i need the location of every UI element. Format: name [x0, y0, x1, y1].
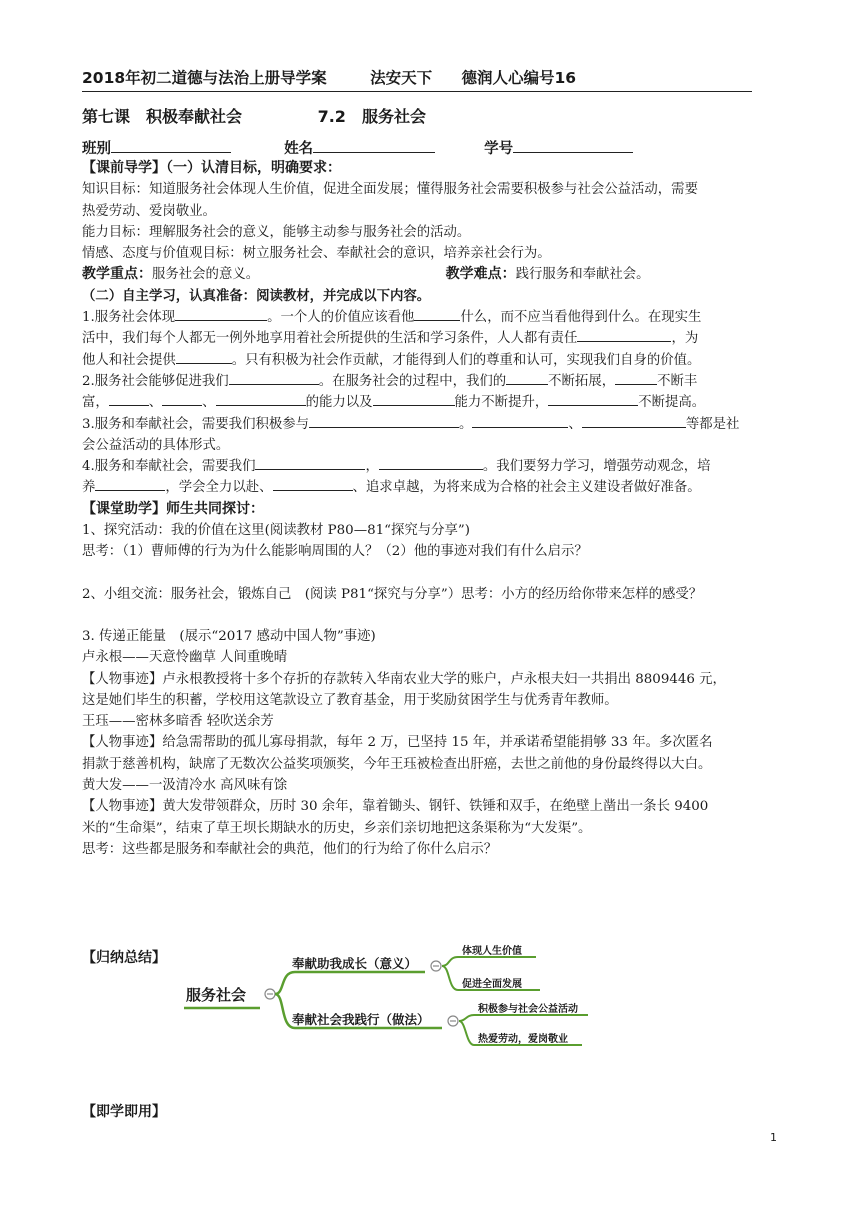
person-1-story: 【人物事迹】卢永根教授将十多个存折的存款转入华南农业大学的账户，卢永根夫妇一共捐出 8809446 元，: [82, 671, 726, 687]
q1-text: 。一个人的价值应该看他: [267, 310, 415, 326]
branch-1-connector: [275, 972, 425, 994]
question-3-cont: 会公益活动的具体形式。: [82, 437, 230, 453]
activity-1: 1、探究活动：我的价值在这里(阅读教材 P80—81“探究与分享”): [82, 523, 470, 539]
q4-text: 。我们要努力学习，增强劳动观念，培: [482, 459, 711, 475]
fill-blank[interactable]: [273, 478, 353, 491]
classroom-heading: [82, 499, 782, 520]
question-3: [82, 414, 782, 435]
q2-text: 不断拓展，: [548, 373, 616, 389]
class-label: 班别: [82, 141, 111, 157]
number-blank[interactable]: [513, 138, 633, 153]
activity-3: 3. 传递正能量 (展示“2017 感动中国人物”事迹): [82, 628, 376, 644]
q2-text: 、: [148, 395, 163, 411]
q2-text: 的能力以及: [305, 395, 373, 411]
class-blank[interactable]: [111, 138, 231, 153]
main-content: [82, 158, 782, 860]
fill-blank[interactable]: [577, 329, 671, 342]
root-node-label: 服务社会: [186, 986, 247, 1004]
fill-blank[interactable]: [582, 415, 686, 428]
page-number: 1: [770, 1131, 777, 1144]
fill-blank[interactable]: [255, 457, 365, 470]
fill-blank[interactable]: [309, 415, 459, 428]
q1-text: 1.服务社会体现: [82, 310, 176, 326]
person-3-title: 黄大发——一汲清冷水 高风味有馀: [82, 778, 288, 794]
fill-blank[interactable]: [216, 393, 306, 406]
difficulty-label: 教学难点：: [445, 266, 516, 283]
fill-blank[interactable]: [379, 457, 483, 470]
mind-map-branch-2: [275, 994, 588, 1045]
fill-blank[interactable]: [615, 372, 657, 385]
fill-blank[interactable]: [162, 393, 202, 406]
question-1: [82, 307, 782, 328]
key-points-row: [82, 264, 782, 285]
q1-text: 。只有积极为社会作贡献，才能得到人们的尊重和认可，实现我们自身的价值。: [231, 352, 701, 368]
q3-text: 3.服务和奉献社会，需要我们积极参与: [82, 416, 310, 432]
q4-text: 养: [82, 480, 96, 496]
person-2-title: 王珏——密林多暗香 轻吹送余芳: [82, 714, 274, 730]
q4-text: 、追求卓越，为将来成为合格的社会主义建设者做好准备。: [352, 480, 701, 496]
question-4: [82, 456, 782, 477]
knowledge-goal: 知识目标：知道服务社会体现人生价值，促进全面发展；懂得服务社会需要积极参与社会公益活动，需要: [82, 182, 698, 198]
branch-2-label: 奉献社会我践行（做法）: [292, 1012, 430, 1027]
fill-blank[interactable]: [414, 308, 460, 321]
q2-text: 不断提高。: [638, 395, 706, 411]
practice-heading: 【即学即用】: [82, 1104, 166, 1120]
fill-blank[interactable]: [95, 478, 165, 491]
question-2: [82, 371, 782, 392]
person-2-story: 【人物事迹】给急需帮助的孤儿寡母捐款，每年 2 万，已坚持 15 年，并承诺希望能捐够 33 年。多次匿名: [82, 735, 713, 751]
q3-text: 等都是社: [685, 416, 740, 432]
branch-1-leaf-2: 促进全面发展: [462, 979, 522, 990]
fill-blank[interactable]: [472, 415, 568, 428]
key-label: 教学重点：: [82, 266, 152, 283]
person-3-story-cont: 米的“生命渠”，结束了草王坝长期缺水的历史，乡亲们亲切地把这条渠称为“大发渠”。: [82, 820, 592, 836]
section-title: 7.2 服务社会: [317, 107, 426, 126]
document-header: [82, 66, 752, 92]
q4-text: ，学会全力以赴、: [165, 480, 273, 496]
name-blank[interactable]: [313, 138, 435, 153]
question-1-cont: [82, 350, 782, 371]
header-serial: 德润人心编号16: [461, 69, 577, 87]
branch-2-leaf-1: 积极参与社会公益活动: [478, 1004, 578, 1015]
q2-text: 。在服务社会的过程中，我们的: [318, 373, 507, 389]
ability-goal: 能力目标：理解服务社会的意义，能够主动参与服务社会的活动。: [82, 224, 471, 240]
activity-1-question: 思考：（1）曹师傅的行为为什么能影响周围的人？（2）他的事迹对我们有什么启示？: [82, 544, 588, 560]
section-heading-text: 师生共同探讨：: [166, 500, 264, 517]
summary-mind-map: [180, 942, 600, 1057]
fill-blank[interactable]: [229, 372, 319, 385]
fill-blank[interactable]: [176, 351, 232, 364]
student-info-row: [82, 137, 633, 158]
q2-text: 、: [202, 395, 216, 411]
q2-text: 能力不断提升，: [454, 395, 549, 411]
fill-blank[interactable]: [109, 393, 149, 406]
q1-text: ，为: [671, 331, 699, 347]
mind-map-root: [184, 986, 275, 1008]
header-title: 2018年初二道德与法治上册导学案: [82, 69, 327, 87]
name-label: 姓名: [284, 141, 314, 157]
question-1-cont: [82, 328, 782, 349]
number-label: 学号: [484, 141, 514, 157]
q4-text: 4.服务和奉献社会，需要我们: [82, 459, 256, 475]
q2-text: 富，: [82, 395, 109, 411]
question-2-cont: [82, 392, 782, 413]
emotion-goal: 情感、态度与价值观目标：树立服务社会、奉献社会的意识，培养亲社会行为。: [82, 246, 551, 262]
header-slogan: 法安天下: [370, 69, 433, 87]
key-text: 服务社会的意义。: [152, 267, 260, 283]
self-study-heading: （二）自主学习，认真准备：阅读教材，并完成以下内容。: [82, 288, 431, 304]
q3-text: 。: [459, 416, 473, 432]
q1-text: 活中，我们每个人都无一例外地享用着社会所提供的生活和学习条件，人人都有责任: [82, 331, 578, 347]
section-heading-text: （一）认清目标，明确要求：: [166, 160, 341, 176]
person-2-story-cont: 捐款于慈善机构，缺席了无数次公益奖项颁奖，今年王珏被检查出肝癌，去世之前他的身份最终得以大白。: [82, 756, 712, 772]
knowledge-goal-cont: 热爱劳动、爱岗敬业。: [82, 203, 216, 219]
lesson-title: 第七课 积极奉献社会: [82, 107, 243, 126]
activity-2: 2、小组交流：服务社会，锻炼自己 (阅读 P81“探究与分享”）思考：小方的经历给你带来怎样的感受？: [82, 586, 703, 602]
mind-map-branch-1: [275, 944, 540, 994]
fill-blank[interactable]: [373, 393, 455, 406]
q1-text: 什么，而不应当看他得到什么。在现实生: [460, 310, 702, 326]
branch-1-label: 奉献助我成长（意义）: [292, 956, 418, 971]
pre-study-heading: [82, 158, 782, 179]
branch-1-leaf-1: 体现人生价值: [462, 946, 522, 957]
leaf-connector: [442, 957, 536, 966]
q4-text: ，: [365, 459, 379, 475]
q2-text: 不断丰: [657, 373, 698, 389]
q1-text: 他人和社会提供: [82, 352, 176, 368]
leaf-connector: [459, 1015, 588, 1021]
fill-blank[interactable]: [506, 372, 548, 385]
fill-blank[interactable]: [548, 393, 638, 406]
q3-text: 、: [568, 416, 582, 432]
question-4-cont: [82, 477, 782, 498]
person-3-story: 【人物事迹】黄大发带领群众，历时 30 余年，靠着锄头、钢钎、铁锤和双手，在绝壁上凿出一条长 9400: [82, 799, 709, 815]
section-bracket-label: 【课前导学】: [82, 160, 166, 176]
summary-heading: 【归纳总结】: [82, 950, 166, 966]
person-1-story-cont: 这是她们毕生的积蓄，学校用这笔款设立了教育基金，用于奖励贫困学生与优秀青年教师。: [82, 692, 618, 708]
difficulty-text: 践行服务和奉献社会。: [515, 267, 650, 283]
lesson-title-row: [82, 104, 426, 127]
fill-blank[interactable]: [175, 308, 267, 321]
person-1-title: 卢永根——天意怜幽草 人间重晚晴: [82, 650, 288, 666]
reflection-question: 思考：这些都是服务和奉献社会的典范，他们的行为给了你什么启示？: [82, 841, 498, 857]
branch-2-leaf-2: 热爱劳动，爱岗敬业: [478, 1034, 568, 1045]
q2-text: 2.服务社会能够促进我们: [82, 373, 229, 389]
section-bracket-label: 【课堂助学】: [82, 500, 166, 517]
